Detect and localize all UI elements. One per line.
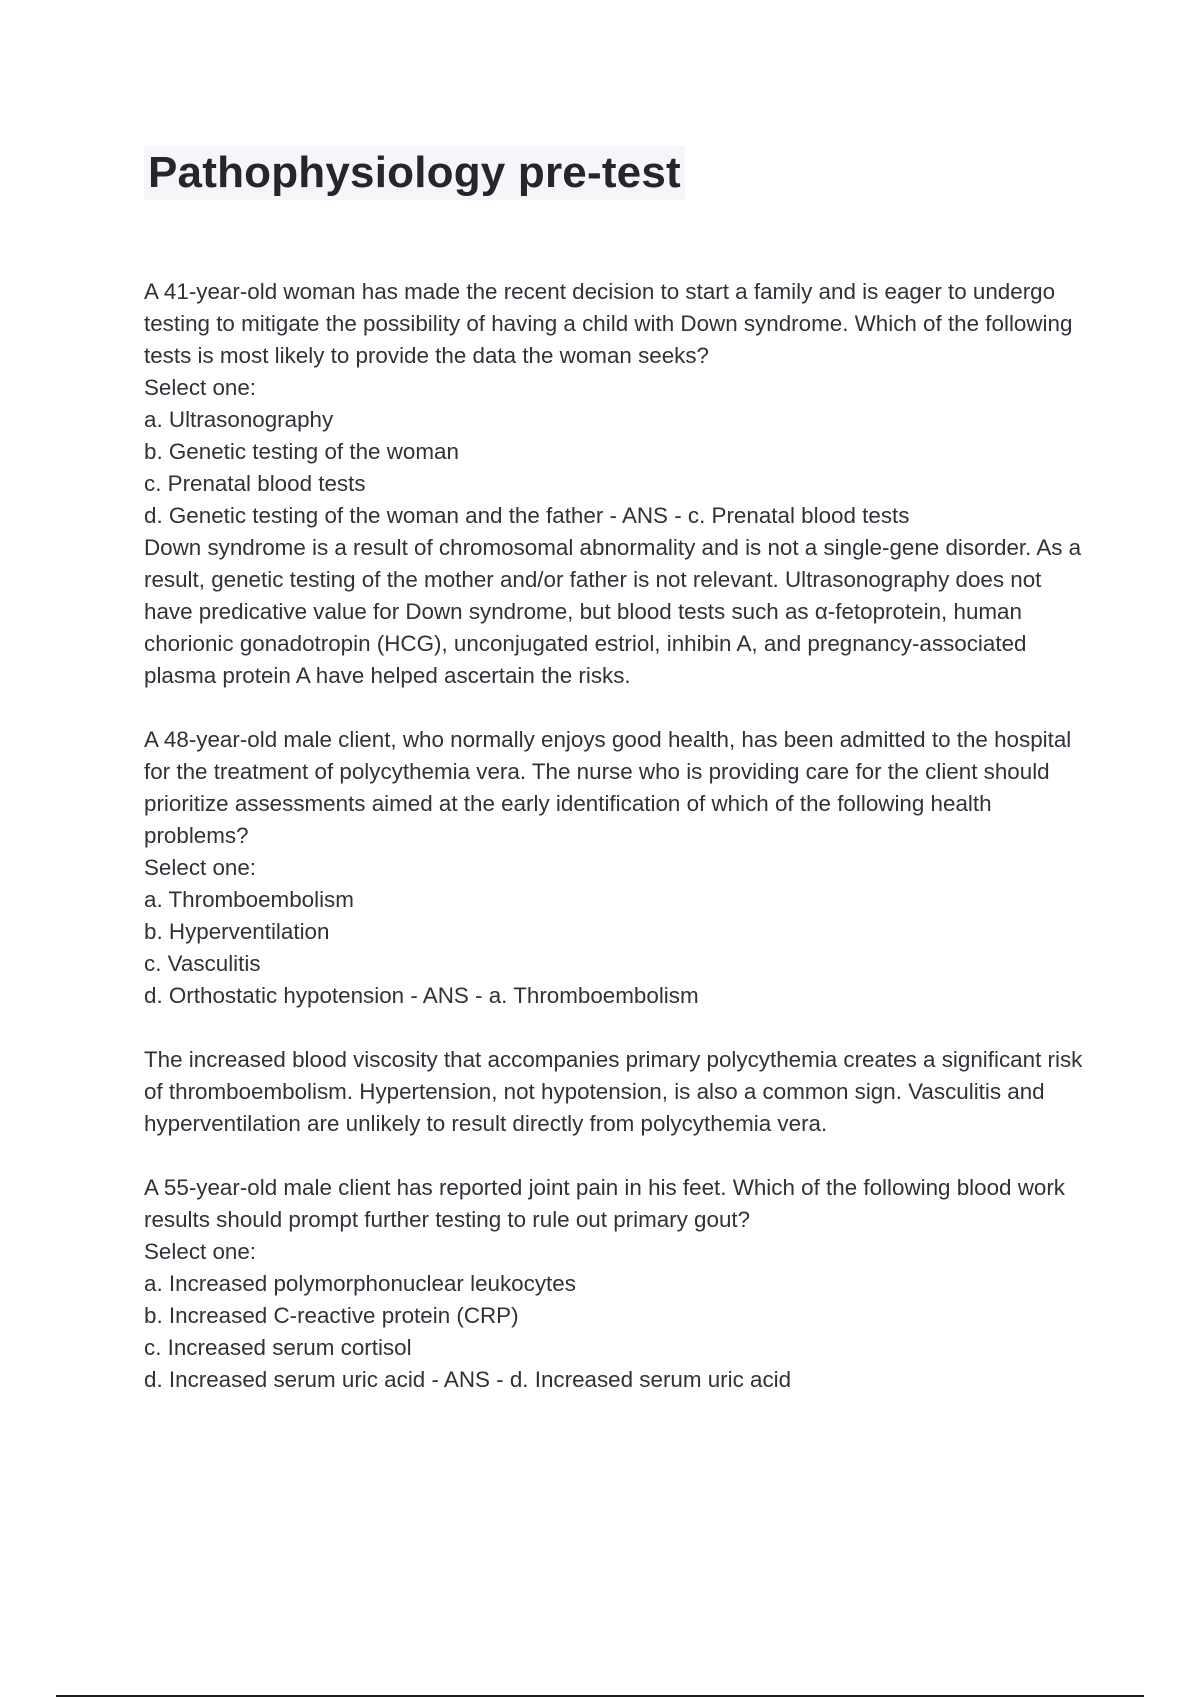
answer-option: c. Prenatal blood tests bbox=[144, 471, 366, 496]
question-list bbox=[144, 276, 1094, 1396]
page-bottom-divider bbox=[56, 1695, 1144, 1697]
answer-option: c. Vasculitis bbox=[144, 951, 261, 976]
answer-option-with-key: d. Orthostatic hypotension - ANS - a. Thromboembolism bbox=[144, 983, 699, 1008]
question-prompt: Select one: bbox=[144, 855, 257, 880]
question-stem: A 55-year-old male client has reported joint pain in his feet. Which of the following blood work results should prompt further testing to rule out primary gout? bbox=[144, 1175, 1066, 1232]
question-2 bbox=[144, 724, 1094, 1140]
page-title: Pathophysiology pre-test bbox=[144, 146, 685, 200]
question-stem: A 41-year-old woman has made the recent decision to start a family and is eager to undergo testing to mitigate the possibility of having a child with Down syndrome. Which of the following tests is most likely to provide the data the woman seeks? bbox=[144, 279, 1073, 368]
answer-option: b. Increased C-reactive protein (CRP) bbox=[144, 1303, 519, 1328]
answer-option: b. Hyperventilation bbox=[144, 919, 330, 944]
question-1 bbox=[144, 276, 1094, 692]
answer-explanation: Down syndrome is a result of chromosomal abnormality and is not a single-gene disorder. As a result, genetic testing of the mother and/or father is not relevant. Ultrasonography does not have predicative value for Down syndrome, but blood tests such as α-fetoprotein, human chorionic gonadotropin (HCG), unconjugated estriol, inhibin A, and pregnancy-associated plasma protein A have helped ascertain the risks. bbox=[144, 535, 1082, 688]
question-prompt: Select one: bbox=[144, 1239, 257, 1264]
answer-option: c. Increased serum cortisol bbox=[144, 1335, 412, 1360]
question-3 bbox=[144, 1172, 1094, 1396]
answer-option: a. Thromboembolism bbox=[144, 887, 354, 912]
question-prompt: Select one: bbox=[144, 375, 257, 400]
answer-option-with-key: d. Increased serum uric acid - ANS - d. Increased serum uric acid bbox=[144, 1367, 792, 1392]
answer-option: b. Genetic testing of the woman bbox=[144, 439, 459, 464]
answer-option-with-key: d. Genetic testing of the woman and the father - ANS - c. Prenatal blood tests bbox=[144, 503, 910, 528]
answer-option: a. Increased polymorphonuclear leukocytes bbox=[144, 1271, 576, 1296]
question-stem: A 48-year-old male client, who normally enjoys good health, has been admitted to the hospital for the treatment of polycythemia vera. The nurse who is providing care for the client should prioritize assessments aimed at the early identification of which of the following health problems? bbox=[144, 727, 1072, 848]
answer-option: a. Ultrasonography bbox=[144, 407, 334, 432]
answer-explanation: The increased blood viscosity that accompanies primary polycythemia creates a significant risk of thromboembolism. Hypertension, not hypotension, is also a common sign. Vasculitis and hyperventilation are unlikely to result directly from polycythemia vera. bbox=[144, 1047, 1083, 1136]
